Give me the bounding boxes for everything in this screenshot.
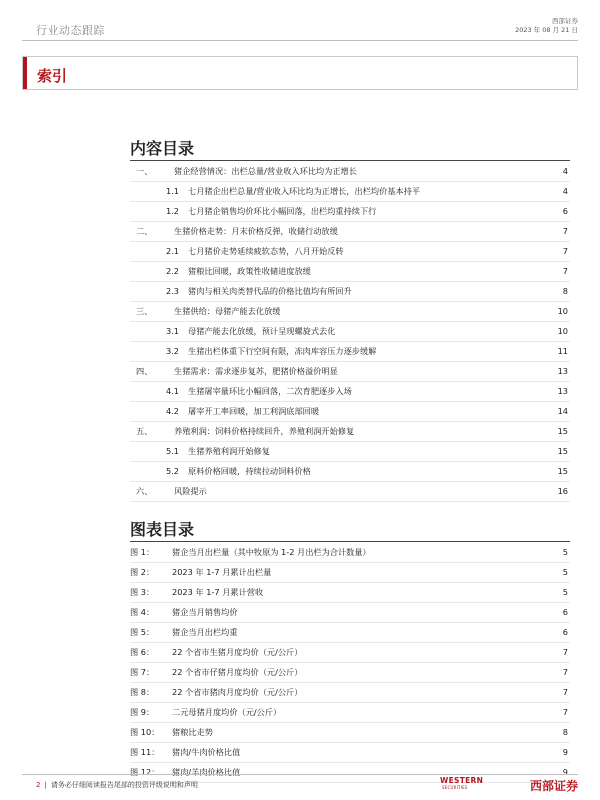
header-brand: 西部证券 [552,17,578,25]
figure-entry-page: 6 [562,607,568,617]
figure-entry-title: 2023 年 1-7 月累计出栏量 [172,567,272,577]
toc-entry[interactable] [130,362,570,382]
toc-entry-label: 4.1 [166,386,180,396]
index-banner [22,56,578,90]
toc-entry-page: 7 [562,266,568,276]
toc-entry[interactable] [130,342,570,362]
toc-entry[interactable] [130,462,570,482]
toc-entry-label: 五、 [136,426,153,436]
figure-entry[interactable] [130,643,570,663]
footer-divider [22,774,578,775]
figure-entry[interactable] [130,563,570,583]
toc-entry-page: 13 [557,366,568,376]
figure-entry-page: 8 [562,727,568,737]
toc-entry[interactable] [130,382,570,402]
toc-entry-title: 七月猪企销售均价环比小幅回落，出栏均重持续下行 [188,206,377,216]
toc-entry-page: 10 [557,326,568,336]
toc-entry-page: 14 [557,406,568,416]
toc-entry-title: 生猪需求：需求逐步复苏，肥猪价格溢价明显 [174,366,338,376]
toc-entry-title: 猪粮比回暖，政策性收储进度放缓 [188,266,311,276]
figure-entry-page: 5 [562,587,568,597]
logo-en: WESTERN [440,776,484,785]
header-divider [22,40,578,41]
banner-title: 索引 [37,67,68,85]
toc-entry[interactable] [130,422,570,442]
toc-entry[interactable] [130,182,570,202]
figure-entry[interactable] [130,683,570,703]
figure-entry[interactable] [130,723,570,743]
toc-entry-label: 2.3 [166,286,180,296]
toc-entry-title: 七月猪企出栏总量/营业收入环比均为正增长，出栏均价基本持平 [188,186,421,196]
toc-entry[interactable] [130,402,570,422]
figure-entry-page: 7 [562,687,568,697]
figure-entry-label: 图 11： [130,747,160,757]
banner-accent-bar [23,57,27,89]
toc-entry-title: 猪企经营情况：出栏总量/营业收入环比均为正增长 [174,166,357,176]
toc-entry-label: 二、 [136,226,153,236]
figure-entry-page: 5 [562,567,568,577]
figure-entry-page: 7 [562,707,568,717]
toc-entry-title: 生猪供给：母猪产能去化放缓 [174,306,281,316]
toc-entry[interactable] [130,162,570,182]
toc-entry-label: 5.2 [166,466,180,476]
toc-entry-page: 10 [557,306,568,316]
footer-text [36,780,198,790]
toc-entry-title: 七月猪价走势延续疲软态势，八月开始反转 [188,246,344,256]
toc-entry-title: 猪肉与相关肉类替代品的价格比值均有所回升 [188,286,352,296]
figure-entry[interactable] [130,743,570,763]
toc-entry-label: 四、 [136,366,153,376]
toc-entry-label: 4.2 [166,406,180,416]
figure-entry[interactable] [130,703,570,723]
toc-entry-page: 13 [557,386,568,396]
figure-entry-label: 图 1： [130,547,155,557]
toc-entry-page: 4 [562,166,568,176]
figure-entry-title: 猪企当月出栏均重 [172,627,238,637]
figure-entry-title: 猪粮比走势 [172,727,213,737]
figure-entry-title: 猪企当月销售均价 [172,607,238,617]
toc-entry-label: 2.2 [166,266,180,276]
figures-list [130,543,570,783]
toc-heading-rule [130,160,570,161]
toc-entry[interactable] [130,262,570,282]
figure-entry-label: 图 6： [130,647,155,657]
toc-entry-title: 屠宰开工率回暖，加工利润底部回暖 [188,406,320,416]
logo-en-sub: SECURITIES [442,785,468,790]
toc-entry[interactable] [130,202,570,222]
figure-entry-page: 7 [562,667,568,677]
toc-entry-label: 5.1 [166,446,180,456]
toc-entry-title: 生猪屠宰量环比小幅回落，二次育肥逐步入场 [188,386,352,396]
toc-list [130,162,570,502]
figure-entry-page: 5 [562,547,568,557]
toc-heading: 内容目录 [130,139,195,158]
figure-entry-label: 图 7： [130,667,155,677]
figures-heading: 图表目录 [130,520,195,539]
toc-entry[interactable] [130,442,570,462]
figure-entry-title: 猪企当月出栏量（其中牧原为 1-2 月出栏为合计数量） [172,547,371,557]
western-securities-logo [438,776,578,794]
toc-entry[interactable] [130,302,570,322]
figure-entry-label: 图 2： [130,567,155,577]
figure-entry-title: 22 个省市仔猪月度均价（元/公斤） [172,667,303,677]
figure-entry-label: 图 4： [130,607,155,617]
toc-entry-title: 养殖利润：饲料价格持续回升，养殖利润开始修复 [174,426,355,436]
toc-entry-page: 4 [562,186,568,196]
figure-entry-title: 2023 年 1-7 月累计营收 [172,587,264,597]
footer-disclaimer: 请务必仔细阅读报告尾部的投资评级说明和声明 [50,781,198,789]
figure-entry-page: 9 [562,747,568,757]
toc-entry-page: 15 [557,466,568,476]
toc-entry-label: 1.1 [166,186,180,196]
figure-entry-label: 图 3： [130,587,155,597]
footer-separator: | [44,781,47,789]
toc-entry-page: 11 [557,346,568,356]
toc-entry-label: 1.2 [166,206,180,216]
figure-entry-label: 图 5： [130,627,155,637]
toc-entry-label: 3.1 [166,326,180,336]
toc-entry-title: 风险提示 [174,486,207,496]
figures-heading-rule [130,541,570,542]
figure-entry-title: 二元母猪月度均价（元/公斤） [172,707,282,717]
figure-entry-title: 猪肉/牛肉价格比值 [172,747,241,757]
toc-entry-label: 六、 [136,486,153,496]
toc-entry-title: 原料价格回暖，持续拉动饲料价格 [188,466,311,476]
toc-entry-title: 母猪产能去化放缓，预计呈现螺旋式去化 [188,326,336,336]
header-date: 2023 年 08 月 21 日 [515,26,578,34]
figure-entry[interactable] [130,543,570,563]
toc-entry-title: 生猪养殖利润开始修复 [188,446,270,456]
toc-entry-label: 一、 [136,166,153,176]
figure-entry-label: 图 12： [130,767,160,777]
page-number: 2 [36,781,41,789]
figure-entry-label: 图 9： [130,707,155,717]
toc-entry-title: 生猪价格走势：月末价格反弹，收储行动放缓 [174,226,338,236]
toc-entry[interactable] [130,482,570,502]
toc-entry[interactable] [130,282,570,302]
toc-entry-page: 15 [557,446,568,456]
figure-entry-title: 猪肉/羊肉价格比值 [172,767,241,777]
figure-entry-label: 图 10： [130,727,160,737]
toc-entry[interactable] [130,242,570,262]
toc-entry-page: 6 [562,206,568,216]
toc-entry[interactable] [130,322,570,342]
figure-entry[interactable] [130,663,570,683]
header-section-label: 行业动态跟踪 [36,24,105,37]
toc-entry-title: 生猪出栏体重下行空间有限，冻肉库容压力逐步缓解 [188,346,377,356]
figure-entry-page: 6 [562,627,568,637]
figure-entry-label: 图 8： [130,687,155,697]
figure-entry[interactable] [130,623,570,643]
toc-entry-page: 7 [562,226,568,236]
toc-entry[interactable] [130,222,570,242]
toc-entry-label: 3.2 [166,346,180,356]
toc-entry-page: 15 [557,426,568,436]
header-meta [515,17,578,35]
figure-entry[interactable] [130,583,570,603]
figure-entry-title: 22 个省市猪肉月度均价（元/公斤） [172,687,303,697]
figure-entry-page: 9 [562,767,568,777]
toc-entry-page: 8 [562,286,568,296]
toc-entry-page: 7 [562,246,568,256]
toc-entry-label: 2.1 [166,246,180,256]
toc-entry-page: 16 [557,486,568,496]
figure-entry-title: 22 个省市生猪月度均价（元/公斤） [172,647,303,657]
figure-entry[interactable] [130,603,570,623]
logo-cn: 西部证券 [529,779,578,793]
toc-entry-label: 三、 [136,306,153,316]
figure-entry-page: 7 [562,647,568,657]
